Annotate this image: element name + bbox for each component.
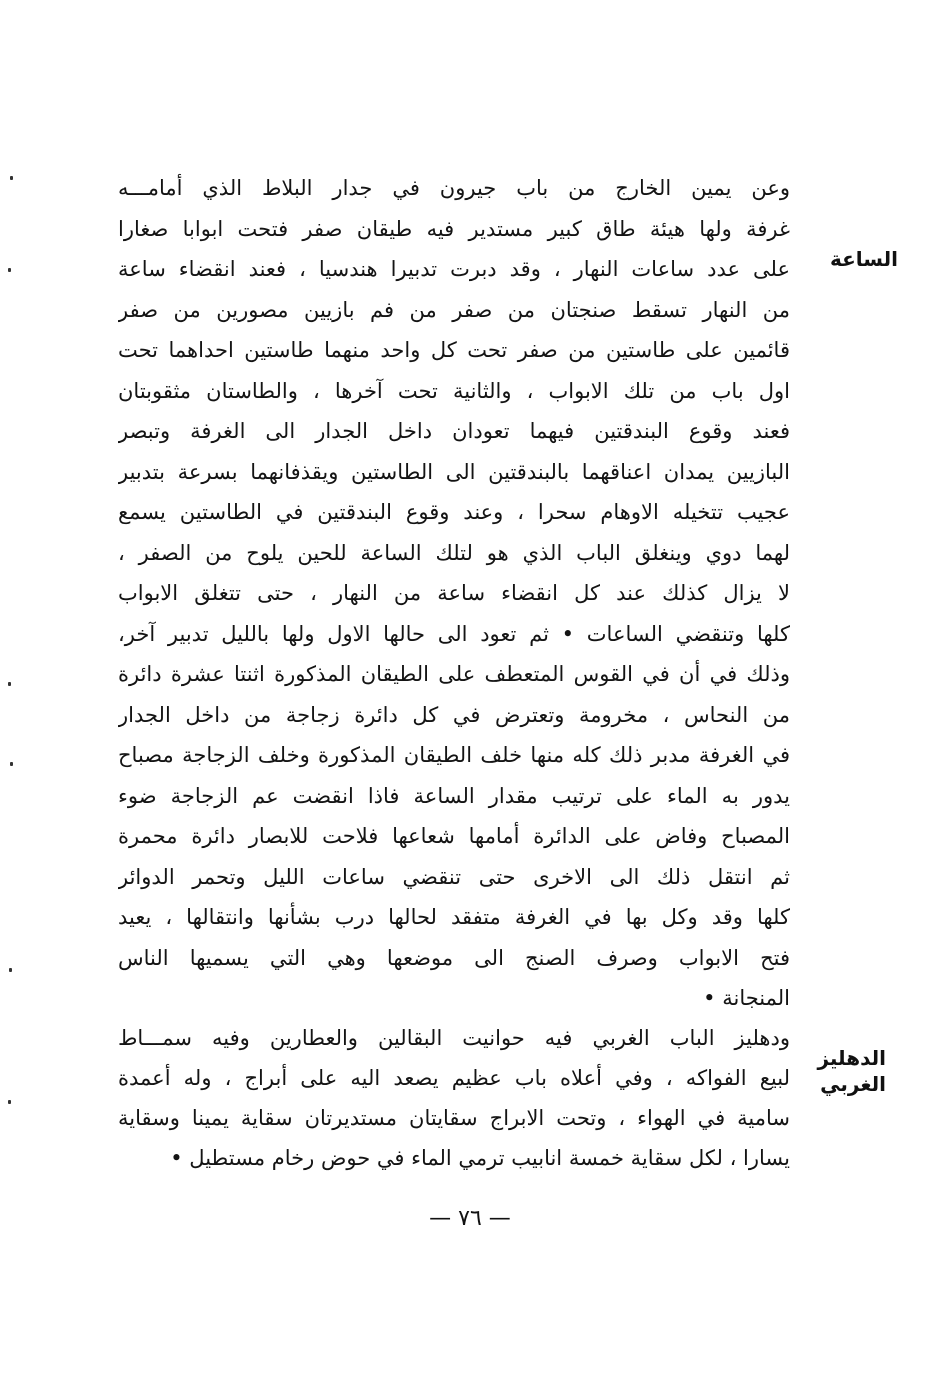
page-number: — ٧٦ — — [429, 1206, 511, 1231]
text-line: سامية في الهواء ، وتحت الابراج سقايتان مستديرتان سقاية يمينا وسقاية — [118, 1106, 790, 1130]
scan-speck — [9, 968, 12, 972]
text-line: عجيب تتخيله الاوهام سحرا ، وعند وقوع البندقتين في الطاستين يسمع — [118, 500, 790, 524]
scan-speck — [8, 682, 11, 686]
text-line: يدور به الماء على ترتيب مقدار الساعة فاذا انقضت عم الزجاجة ضوء — [118, 783, 790, 808]
text-line: يسارا ، لكل سقاية خمسة انابيب ترمي الماء في حوض رخام مستطيل • — [170, 1146, 790, 1170]
scan-speck — [8, 268, 11, 272]
text-line: قائمين على طاستين من صفر تحت كل واحد منهما طاستين احداهما تحت — [118, 338, 790, 362]
text-line: لهما دوي وينغلق الباب الذي هو لتلك الساعة للحين يلوح من الصفر ، — [118, 540, 790, 565]
text-line: ودهليز الباب الغربي فيه حوانيت البقالين والعطارين وفيه سمـــاط — [118, 1026, 790, 1050]
scan-speck — [8, 1100, 11, 1104]
scan-speck — [10, 176, 13, 180]
text-line: لبيع الفواكه ، وفي أعلاه باب عظيم يصعد اليه على أبراج ، وله أعمدة — [118, 1066, 790, 1090]
text-line: في الغرفة مدبر ذلك كله منها خلف الطيقان المذكورة وخلف الزجاجة مصباح — [118, 743, 790, 767]
text-line: من النهار تسقط صنجتان من صفر من فم بازيين مصورين من صفر — [118, 297, 790, 322]
text-line: البازيين يمدان اعناقهما بالبندقتين الى الطاستين ويقذفانهما بسرعة بتدبير — [118, 459, 790, 484]
text-line: من النحاس ، مخرومة وتعترض في كل دائرة زجاجة من داخل الجدار — [118, 702, 790, 727]
text-line: كلها وقد وكل بها في الغرفة متفقد لحالها درب بشأنها وانتقالها ، يعيد — [118, 905, 790, 929]
scan-speck — [10, 762, 13, 766]
margin-heading-clock: الساعة — [829, 247, 898, 271]
text-line: المنجانة • — [703, 986, 790, 1010]
margin-heading-western-vestibule: الدهليز الغربي — [817, 1046, 886, 1096]
text-line: كلها وتنقضي الساعات • ثم تعود الى حالها الاول ولها بالليل تدبير آخر، — [118, 621, 790, 646]
text-line: فعند وقوع البندقتين فيهما تعودان داخل الجدار الى الغرفة وتبصر — [118, 419, 790, 443]
text-line: لا يزال كذلك عند كل انقضاء ساعة من النهار ، حتى تتغلق الابواب — [118, 581, 790, 605]
text-line: المصباح وفاض على الدائرة أمامها شعاعها فلاحت للابصار دائرة محمرة — [118, 824, 790, 848]
paragraph-clock — [118, 168, 790, 1019]
text-line: اول باب من تلك الابواب ، والثانية تحت آخرها ، والطاستان مثقوبتان — [118, 378, 790, 403]
text-line: غرفة ولها هيئة طاق كبير مستدير فيه طيقان صفر فتحت ابوابا صغارا — [118, 216, 790, 241]
text-line: ثم انتقل ذلك الى الاخرى حتى تنقضي ساعات الليل وتحمر الدوائر — [118, 864, 790, 889]
text-line: فتح الابواب وصرف الصنج الى موضعها وهي التي يسميها الناس — [118, 945, 790, 970]
text-line: وعن يمين الخارج من باب جيرون في جدار البلاط الذي أمامـــه — [118, 176, 790, 200]
paragraph-western-vestibule — [118, 1018, 790, 1178]
text-line: وذلك في أن في القوس المتعطف على الطيقان المذكورة اثنتا عشرة دائرة — [118, 662, 790, 686]
text-line: على عدد ساعات النهار ، وقد دبرت تدبيرا هندسيا ، فعند انقضاء ساعة — [118, 257, 790, 281]
